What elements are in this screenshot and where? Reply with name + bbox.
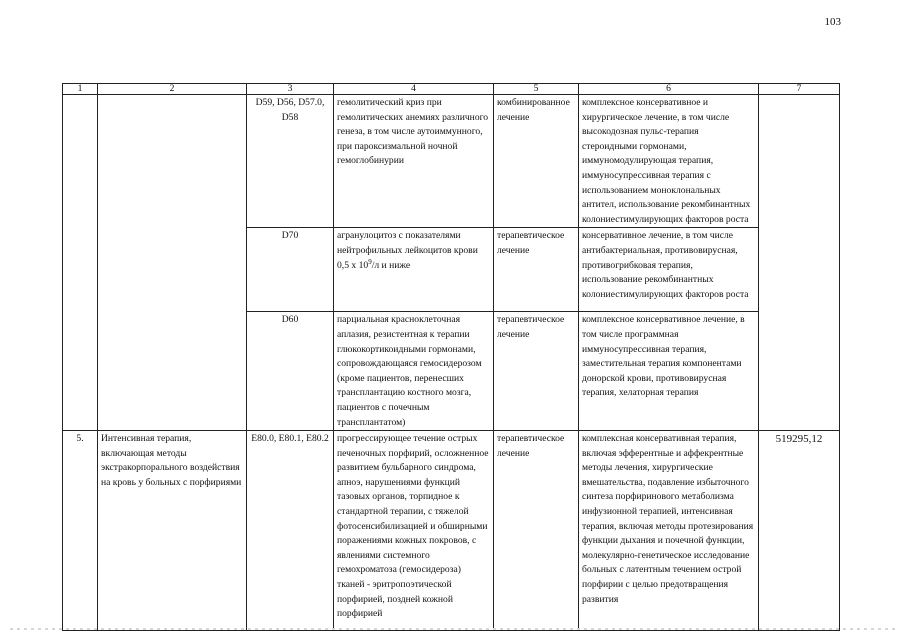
- treatment-type-cell: терапевтическое лечение: [494, 228, 579, 312]
- disease-cell: прогрессирующее течение острых печеночных порфирий, осложненное развитием бульбарного синдрома, апноэ, нарушениями функций тазовых органов, торпидное к стандартной терапии, с тяжелой фотосенсибилизацией и обширными поражениями кожных покровов, с явлениями системного гемохроматоза (гемосидероза) тканей - эритропоэтической порфирией, поздней кожной порфирией: [334, 431, 494, 631]
- header-cell: 5: [494, 84, 579, 95]
- treatment-type-cell: комбинированное лечение: [494, 95, 579, 228]
- profile-cell: Интенсивная терапия, включающая методы экстракорпорального воздействия на кровь у больных с порфириями: [98, 431, 247, 631]
- row-number-cell: 5.: [63, 431, 98, 631]
- header-cell: 3: [247, 84, 334, 95]
- diagnosis-code-cell: D60: [247, 312, 334, 431]
- cost-cell: 519295,12: [759, 431, 840, 631]
- treatment-method-cell: комплексное консервативное лечение, в том числе программная иммуносупрессивная терапия, заместительная терапия компонентами донорской крови, противовирусная терапия, хелаторная терапия: [579, 312, 759, 431]
- diagnosis-code-cell: D59, D56, D57.0, D58: [247, 95, 334, 228]
- diagnosis-code-cell: E80.0, E80.1, E80.2: [247, 431, 334, 631]
- treatment-type-cell: терапевтическое лечение: [494, 431, 579, 631]
- disease-cell: гемолитический криз при гемолитических анемиях различного генеза, в том числе аутоиммунного, при пароксизмальной ночной гемоглобинурии: [334, 95, 494, 228]
- header-cell: 2: [98, 84, 247, 95]
- disease-cell: парциальная красноклеточная аплазия, резистентная к терапии глюкокортикоидными гормонами, сопровождающаяся гемосидерозом (кроме пациентов, перенесших трансплантацию костного мозга, пациентов с почечным трансплантатом): [334, 312, 494, 431]
- treatment-method-cell: комплексное консервативное и хирургическое лечение, в том числе высокодозная пульс-терапия стероидными гормонами, иммуномодулирующая терапия, иммуносупрессивная терапия с использованием моноклональных антител, использование рекомбинантных колониестимулирующих факторов роста: [579, 95, 759, 228]
- header-cell: 4: [334, 84, 494, 95]
- table-header-row: [63, 84, 840, 95]
- profile-cell: [98, 95, 247, 431]
- header-cell: 6: [579, 84, 759, 95]
- header-cell: 1: [63, 84, 98, 95]
- treatment-table: [62, 83, 840, 631]
- treatment-type-cell: терапевтическое лечение: [494, 312, 579, 431]
- cost-cell: [759, 95, 840, 431]
- header-cell: 7: [759, 84, 840, 95]
- treatment-method-cell: комплексная консервативная терапия, включая эфферентные и аффекрентные методы лечения, хирургические вмешательства, подавление избыточного синтеза порфиринового метаболизма инфузионной терапией, интенсивная терапия, включая методы протезирования функции дыхания и почечной функции, молекулярно-генетическое исследование больных с латентным течением острой порфирии с целью предотвращения развития: [579, 431, 759, 631]
- table-row: [63, 95, 840, 228]
- page-number: 103: [824, 16, 841, 28]
- row-number-cell: [63, 95, 98, 431]
- scan-artifact-line: [10, 628, 895, 630]
- treatment-method-cell: консервативное лечение, в том числе антибактериальная, противовирусная, противогрибковая терапия, использование рекомбинантных колониестимулирующих факторов роста: [579, 228, 759, 312]
- disease-cell: агранулоцитоз с показателями нейтрофильных лейкоцитов крови 0,5 x $10^9/л$ и ниже: [334, 228, 494, 312]
- diagnosis-code-cell: D70: [247, 228, 334, 312]
- table-row: [63, 431, 840, 631]
